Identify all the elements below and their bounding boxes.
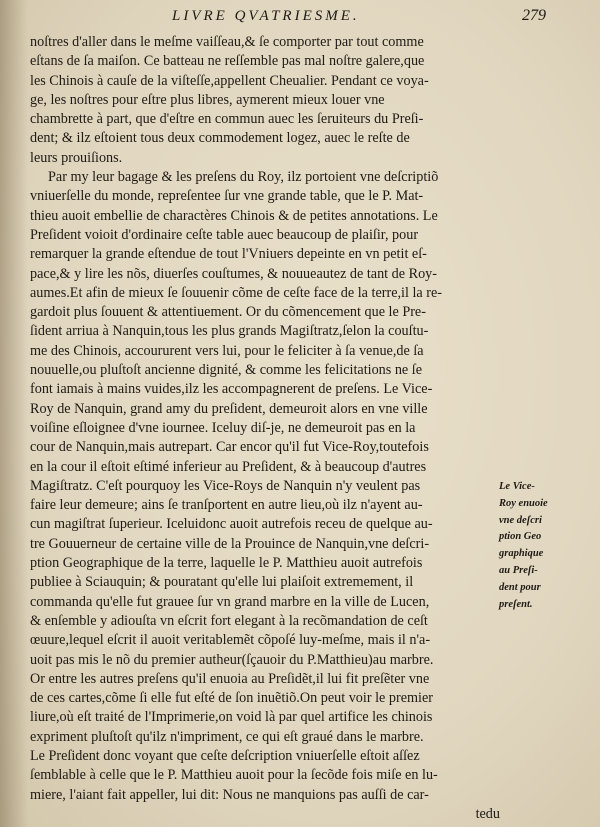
text-line: ge, les noſtres pour eſtre plus libres, aymerent mieux louer vne — [30, 91, 385, 108]
margin-note-line: ption Geo — [499, 531, 542, 543]
margin-note-line: vne deſcri — [499, 514, 542, 526]
text-line: Magiſtratz. C'eſt pourquoy les Vice-Roys de Nanquin n'y veulent pas — [30, 477, 421, 494]
text-line: tre Gouuerneur de certaine ville de la Prouince de Nanquin,vne deſcri- — [30, 535, 430, 552]
margin-note-line: Roy enuoie — [499, 497, 548, 509]
text-line: liure,où eſt traité de l'Imprimerie,on void là par quel artifice les chinois — [30, 709, 433, 726]
text-line: & enſemble y adiouſta vn eſcrit fort elegant à la recõmandation de ceſt — [30, 612, 428, 629]
margin-note-line: preſent. — [499, 598, 533, 610]
text-line: Or entre les autres preſens qu'il enuoia au Preſidẽt,il lui fit preſẽter vne — [30, 670, 430, 687]
body-text — [30, 33, 500, 824]
text-line: voiſine eſloignee d'vne iournee. Iceluy diſ-je, ne demeuroit pas en la — [30, 419, 416, 436]
margin-note — [499, 479, 591, 613]
text-line: remarquer la grande eſtendue de tout l'Vniuers depeinte en vn petit eſ- — [30, 246, 427, 263]
text-line: expriment pluſtoſt qu'ilz n'impriment, ce qui eſt graué dans le marbre. — [30, 728, 424, 745]
text-line: eſtans de ſa maiſon. Ce batteau ne reſſemble pas mal noſtre galere,que — [30, 53, 425, 70]
text-line: en la cour il eſtoit eſtimé inferieur au Preſident, & à beaucoup d'autres — [30, 458, 427, 475]
text-line: vniuerſelle du monde, repreſentee ſur vne grande table, que le P. Mat- — [30, 188, 424, 205]
margin-note-line: dent pour — [499, 581, 541, 593]
running-head: LIVRE QVATRIESME. — [172, 8, 360, 24]
text-line: me des Chinois, accoururent vers lui, pour le feliciter à ſa venue,de ſa — [30, 342, 424, 359]
text-line: ſident arriua à Nanquin,tous les plus grands Magiſtratz,ſelon la couſtu- — [30, 323, 429, 340]
text-line: thieu auoit embellie de charactères Chinois & de petites annotations. Le — [30, 207, 438, 224]
text-line: leurs prouiſions. — [30, 149, 123, 166]
text-line: ſemblable à celle que le P. Matthieu auoit pour la ſecõde fois miſe en lu- — [30, 767, 438, 784]
margin-note-line: graphique — [499, 548, 544, 560]
text-line: œuure,lequel eſcrit il auoit veritablemẽt cõpoſé luy-meſme, mais il n'a- — [30, 632, 431, 649]
text-line: les Chinois à cauſe de la viſteſſe,appellent Cheualier. Pendant ce voya- — [30, 72, 429, 89]
page-number: 279 — [522, 7, 546, 24]
catchword: tedu — [475, 805, 500, 822]
text-line: miere, l'aiant fait appeller, lui dit: Nous ne manquions pas auſſi de car- — [30, 786, 429, 803]
text-line: nouuelle,ou pluſtoſt ancienne dignité, & comme les felicitations ne ſe — [30, 362, 423, 379]
text-line: dent; & ilz eſtoient tous deux commodement logez, auec le reſte de — [30, 130, 410, 147]
text-line: cun magiſtrat ſuperieur. Iceluidonc auoit autrefois receu de quelque au- — [30, 516, 433, 533]
text-line: gardoit plus ſouuent & attentiuement. Or du cõmencement que le Pre- — [30, 304, 426, 321]
text-line: ption Geographique de la terre, laquelle le P. Matthieu auoit autrefois — [30, 555, 423, 572]
text-line: aumes.Et afin de mieux ſe ſouuenir cõme de ceſte face de la terre,il la re- — [30, 284, 443, 301]
margin-note-line: au Preſi- — [499, 564, 538, 576]
margin-note-line: Le Vice- — [499, 481, 535, 492]
paragraph-start-line: Par my leur bagage & les preſens du Roy, ilz portoient vne deſcriptiõ — [48, 169, 439, 186]
text-line: chambrette à part, que d'eſtre en commun auec les ſeruiteurs du Preſi- — [30, 111, 424, 128]
text-line: uoit pas mis le nõ du premier autheur(ſçauoir du P.Matthieu)au marbre. — [30, 651, 434, 668]
text-line: noſtres d'aller dans le meſme vaiſſeau,& ſe comporter par tout comme — [30, 34, 424, 50]
text-line: cour de Nanquin,mais autrepart. Car encor qu'il fut Vice-Roy,toutefois — [30, 439, 429, 456]
text-line: Le Preſident donc voyant que ceſte deſcription vniuerſelle eſtoit aſſez — [30, 747, 420, 764]
text-line: Preſident voioit d'ordinaire ceſte table auec beaucoup de plaiſir, pour — [30, 226, 419, 243]
text-line: faire leur demeure; ains ſe tranſportent en autre lieu,où ilz n'ayent au- — [30, 497, 423, 514]
text-line: pace,& y lire les nõs, diuerſes couſtumes, & nouueautez de tant de Roy- — [30, 265, 437, 282]
text-line: de ces cartes,cõme ſi elle fut eſté de ſon inuẽtiõ.On peut voir le premier — [30, 690, 434, 707]
text-line: commanda qu'elle fut grauee ſur vn grand marbre en la ville de Lucen, — [30, 593, 430, 610]
text-line: publiee à Sciauquin; & pouratant qu'elle lui plaiſoit extremement, il — [30, 574, 414, 591]
text-line: font iamais à mains vuides,ilz les accompagnerent de preſens. Le Vice- — [30, 381, 433, 398]
gutter-shadow — [0, 0, 28, 827]
page-header — [0, 4, 600, 32]
text-line: Roy de Nanquin, grand amy du preſident, demeuroit alors en vne ville — [30, 400, 428, 417]
